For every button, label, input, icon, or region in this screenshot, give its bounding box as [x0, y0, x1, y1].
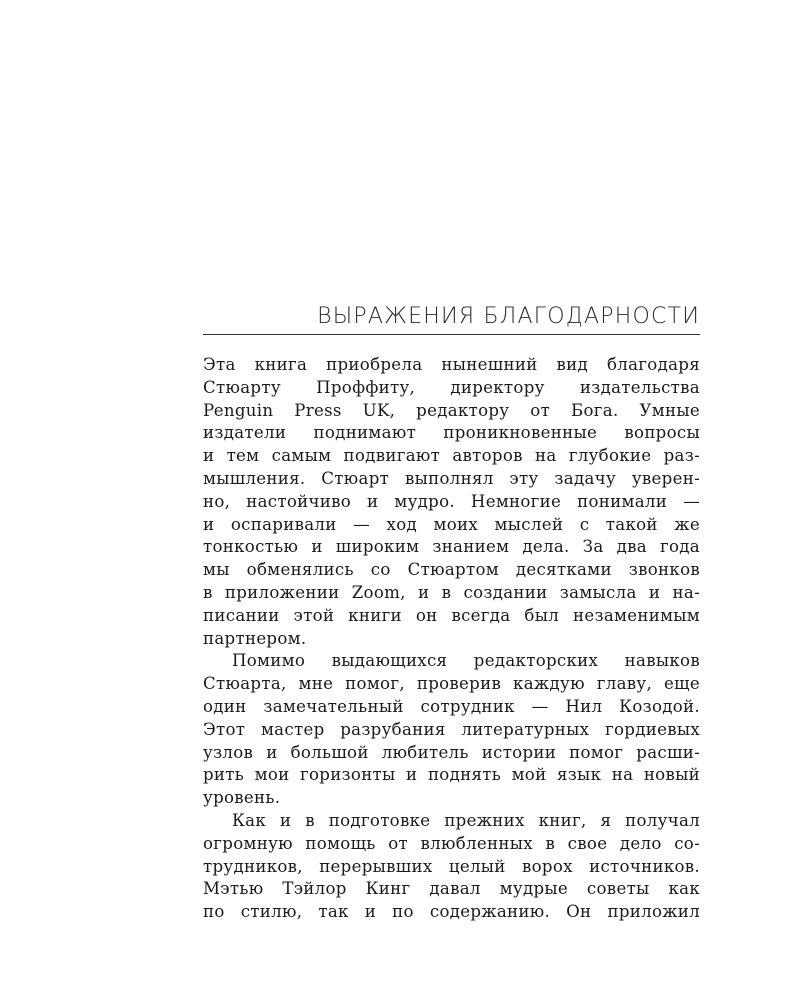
text-line: Этот мастер разрубания литературных гордиевых	[203, 719, 700, 739]
section-heading: ВЫРАЖЕНИЯ БЛАГОДАРНОСТИ	[317, 304, 700, 329]
text-line: партнером.	[203, 628, 307, 648]
text-line: уровень.	[203, 788, 281, 808]
text-line: и тем самым подвигают авторов на глубокие раз-	[203, 446, 700, 466]
heading-rule	[203, 334, 700, 335]
text-line: трудников, перерывших целый ворох источников.	[203, 856, 700, 876]
text-line: и оспаривали — ход моих мыслей с такой же	[203, 514, 700, 534]
text-line: Как и в подготовке прежних книг, я получал	[232, 810, 700, 830]
text-line: рить мои горизонты и поднять мой язык на новый	[203, 765, 700, 785]
text-line: издатели поднимают проникновенные вопросы	[203, 423, 700, 443]
text-line: мы обменялись со Стюартом десятками звонков	[203, 560, 700, 580]
text-line: узлов и большой любитель истории помог расши-	[203, 742, 700, 762]
body-text	[203, 354, 700, 924]
text-line: Стюарта, мне помог, проверив каждую главу, еще	[203, 674, 700, 694]
text-line: один замечательный сотрудник — Нил Козодой.	[203, 696, 700, 716]
text-line: огромную помощь от влюбленных в свое дело со-	[203, 833, 700, 853]
text-line: по стилю, так и по содержанию. Он приложил	[203, 902, 700, 922]
text-line: тонкостью и широким знанием дела. За два года	[203, 537, 700, 557]
text-line: в приложении Zoom, и в создании замысла и на-	[203, 582, 700, 602]
text-line: Помимо выдающихся редакторских навыков	[232, 651, 700, 671]
text-line: Penguin Press UK, редактору от Бога. Умные	[203, 400, 700, 420]
text-line: Стюарту Проффиту, директору издательства	[203, 377, 700, 397]
text-line: но, настойчиво и мудро. Немногие понимали —	[203, 491, 700, 511]
text-line: Мэтью Тэйлор Кинг давал мудрые советы как	[203, 879, 700, 899]
text-line: писании этой книги он всегда был незаменимым	[203, 605, 700, 625]
text-line: мышления. Стюарт выполнял эту задачу уверен-	[203, 468, 700, 488]
text-line: Эта книга приобрела нынешний вид благодаря	[203, 355, 700, 374]
